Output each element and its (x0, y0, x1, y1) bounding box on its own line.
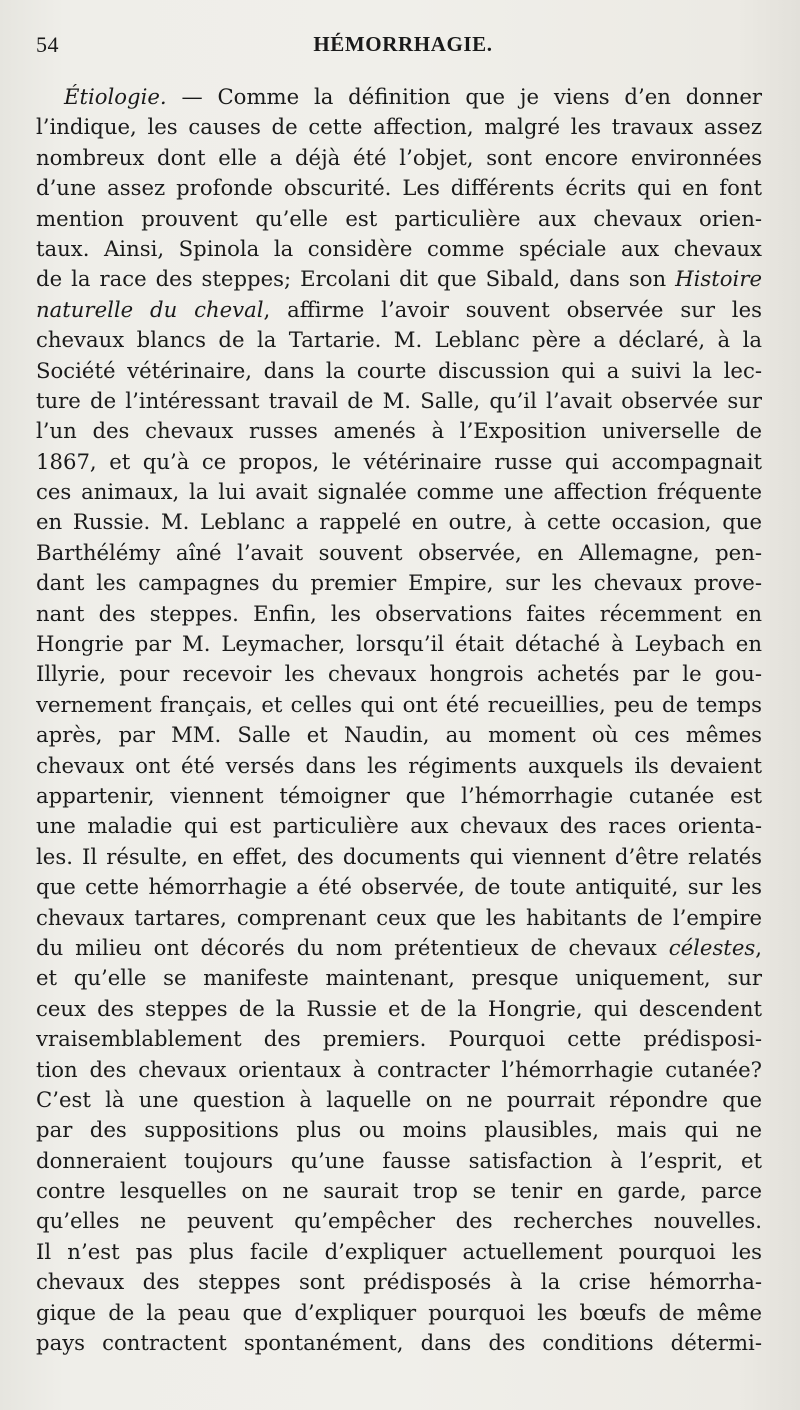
text-line (36, 994, 762, 1024)
text-segment: 1867, et qu’à ce propos, le vétérinaire russe qui accompagnait (36, 448, 762, 474)
text-segment: de la race des steppes; Ercolani dit que Sibald, dans son (36, 266, 676, 292)
text-line (36, 356, 762, 386)
text-segment: l’indique, les causes de cette affection, malgré les travaux assez (36, 114, 762, 140)
text-line (36, 173, 762, 203)
text-line (36, 963, 762, 993)
text-line (36, 416, 762, 446)
text-segment: que cette hémorrhagie a été observée, de toute antiquité, sur les (36, 874, 762, 900)
text-segment: pays contractent spontanément, dans des conditions détermi- (36, 1330, 762, 1356)
text-line (36, 1024, 762, 1054)
italic-text: Étiologie. (64, 84, 167, 109)
text-segment: ture de l’intéressant travail de M. Salle, qu’il l’avait observée sur (36, 387, 762, 413)
text-segment: qu’elles ne peuvent qu’empêcher des recherches nouvelles. (36, 1208, 762, 1234)
text-segment: vraisemblablement des premiers. Pourquoi cette prédisposi- (36, 1026, 762, 1052)
text-segment: mention prouvent qu’elle est particulière aux chevaux orien- (36, 205, 762, 231)
text-line (36, 1085, 762, 1115)
text-line (36, 629, 762, 659)
text-segment: donneraient toujours qu’une fausse satisfaction à l’esprit, et (36, 1147, 762, 1173)
text-segment: , (755, 934, 762, 960)
text-line (36, 204, 762, 234)
text-line (36, 538, 762, 568)
text-line (36, 234, 762, 264)
text-line (36, 1237, 762, 1267)
text-segment: taux. Ainsi, Spinola la considère comme spéciale aux chevaux (36, 235, 762, 261)
text-segment: appartenir, viennent témoigner que l’hémorrhagie cutanée est (36, 782, 762, 808)
text-line (36, 1267, 762, 1297)
text-segment: nombreux dont elle a déjà été l’objet, sont encore environnées (36, 144, 762, 170)
text-segment: Illyrie, pour recevoir les chevaux hongrois achetés par le gou- (36, 661, 762, 687)
text-line (36, 1206, 762, 1236)
text-segment: les. Il résulte, en effet, des documents qui viennent d’être relatés (36, 843, 762, 869)
text-line (36, 1328, 762, 1358)
text-segment: après, par MM. Salle et Naudin, au moment où ces mêmes (36, 722, 762, 748)
text-segment: dant les campagnes du premier Empire, sur les chevaux prove- (36, 570, 762, 596)
text-line (36, 1055, 762, 1085)
text-line (36, 751, 762, 781)
text-segment: du milieu ont décorés du nom prétentieux de chevaux (36, 934, 669, 960)
italic-text: Histoire (675, 266, 762, 292)
text-line (36, 903, 762, 933)
italic-text: naturelle du cheval (36, 296, 264, 322)
text-segment: chevaux ont été versés dans les régiments auxquels ils devaient (36, 752, 762, 778)
text-line (36, 477, 762, 507)
text-segment: chevaux des steppes sont prédisposés à la crise hémorrha- (36, 1269, 762, 1295)
text-line (36, 811, 762, 841)
text-segment: — Comme la définition que je viens d’en donner (166, 84, 762, 109)
text-segment: C’est là une question à laquelle on ne pourrait répondre que (36, 1086, 762, 1112)
text-segment: vernement français, et celles qui ont été recueillies, peu de temps (36, 691, 762, 717)
text-line (36, 82, 762, 112)
text-segment: Il n’est pas plus facile d’expliquer actuellement pourquoi les (36, 1238, 762, 1264)
text-segment: chevaux blancs de la Tartarie. M. Leblanc père a déclaré, à la (36, 327, 762, 353)
text-segment: , affirme l’avoir souvent observée sur les (263, 296, 762, 322)
text-line (36, 112, 762, 142)
page-number: 54 (36, 32, 59, 57)
text-line (36, 781, 762, 811)
text-segment: tion des chevaux orientaux à contracter l’hémorrhagie cutanée? (36, 1056, 762, 1082)
text-line (36, 659, 762, 689)
text-segment: chevaux tartares, comprenant ceux que les habitants de l’empire (36, 904, 762, 930)
text-line (36, 842, 762, 872)
text-line (36, 1146, 762, 1176)
text-segment: contre lesquelles on ne saurait trop se tenir en garde, parce (36, 1178, 762, 1204)
running-head (36, 28, 770, 62)
text-line (36, 295, 762, 325)
text-segment: Hongrie par M. Leymacher, lorsqu’il était détaché à Leybach en (36, 631, 762, 657)
text-line (36, 599, 762, 629)
text-segment: ces animaux, la lui avait signalée comme une affection fréquente (36, 479, 762, 505)
text-line (36, 1176, 762, 1206)
text-segment: par des suppositions plus ou moins plausibles, mais qui ne (36, 1117, 762, 1143)
text-line (36, 143, 762, 173)
italic-text: célestes (668, 934, 756, 960)
text-line (36, 386, 762, 416)
text-line (36, 872, 762, 902)
text-line (36, 690, 762, 720)
text-segment: une maladie qui est particulière aux chevaux des races orienta- (36, 813, 762, 839)
text-segment: d’une assez profonde obscurité. Les différents écrits qui en font (36, 175, 762, 201)
text-segment: nant des steppes. Enfin, les observations faites récemment en (36, 600, 762, 626)
text-segment: gique de la peau que d’expliquer pourquoi les bœufs de même (36, 1299, 762, 1325)
text-line (36, 264, 762, 294)
body-paragraph (36, 82, 762, 1358)
text-line (36, 1115, 762, 1145)
text-segment: Société vétérinaire, dans la courte discussion qui a suivi la lec- (36, 357, 762, 383)
text-line (36, 568, 762, 598)
text-segment: l’un des chevaux russes amenés à l’Exposition universelle de (36, 418, 762, 444)
text-line (36, 720, 762, 750)
text-line (36, 325, 762, 355)
text-line (36, 507, 762, 537)
text-segment: ceux des steppes de la Russie et de la Hongrie, qui descendent (36, 995, 762, 1021)
text-segment: Barthélémy aîné l’avait souvent observée, en Allemagne, pen- (36, 539, 762, 565)
text-segment: et qu’elle se manifeste maintenant, presque uniquement, sur (36, 965, 762, 991)
text-line (36, 1298, 762, 1328)
text-line (36, 933, 762, 963)
text-segment: en Russie. M. Leblanc a rappelé en outre, à cette occasion, que (36, 509, 762, 535)
text-line (36, 447, 762, 477)
running-title: HÉMORRHAGIE. (313, 32, 493, 56)
